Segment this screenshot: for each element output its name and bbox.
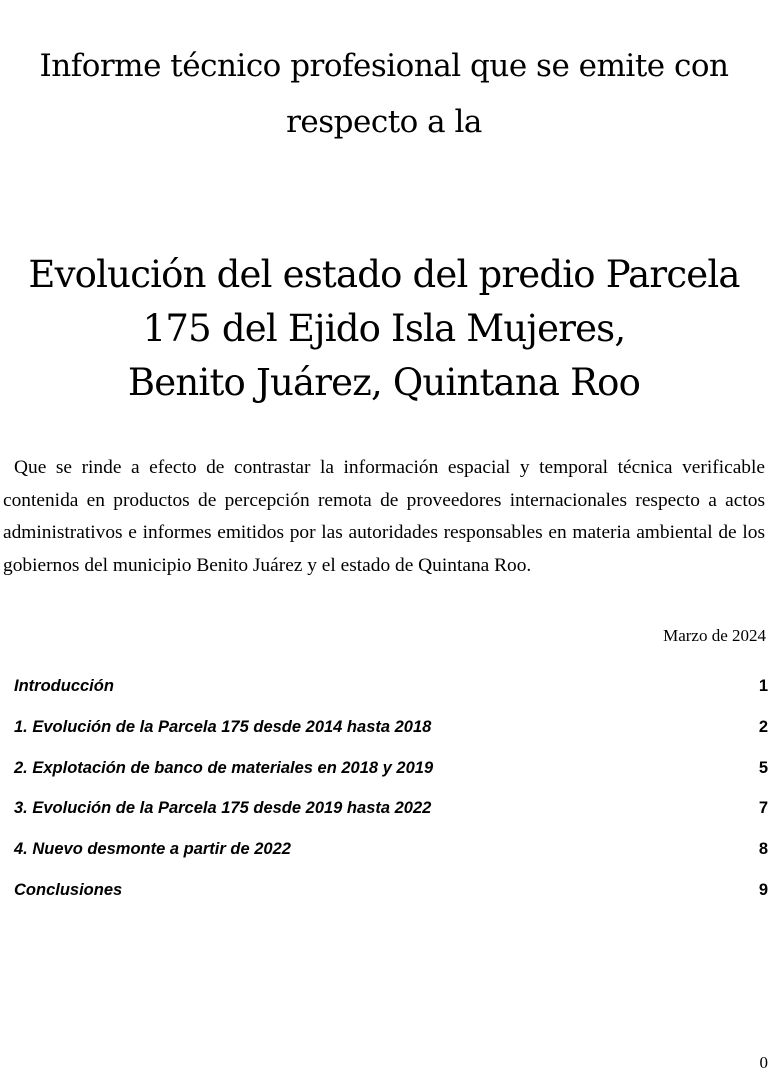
toc-entry-section-3[interactable]	[14, 796, 768, 837]
toc-entry-conclusiones[interactable]	[14, 878, 768, 919]
intro-line: Informe técnico profesional que se emite con	[39, 48, 729, 84]
toc-entry-introduccion[interactable]	[14, 674, 768, 715]
toc-entry-section-4[interactable]	[14, 837, 768, 878]
page-number: 0	[759, 1053, 768, 1072]
toc-entry-page: 2	[758, 717, 768, 736]
document-title	[0, 248, 768, 410]
purpose-paragraph: Que se rinde a efecto de contrastar la información espacial y temporal técnica verificable contenida en productos de percepción remota de proveedores internacionales respecto a actos administrativos e informes emitidos por las autoridades responsables en materia ambiental de los gobiernos del municipio Benito Juárez y el estado de Quintana Roo.	[3, 457, 765, 576]
toc-entry-page: 8	[758, 840, 768, 859]
intro-line: respecto a la	[286, 104, 482, 140]
toc-entry-page: 1	[758, 677, 768, 695]
toc-entry-label: 2. Explotación de banco de materiales en 2018 y 2019	[14, 758, 434, 777]
toc-entry-page: 7	[758, 799, 768, 818]
toc-entry-label: 1. Evolución de la Parcela 175 desde 2014 hasta 2018	[14, 717, 432, 736]
toc-entry-label: 3. Evolución de la Parcela 175 desde 2019 hasta 2022	[14, 799, 432, 818]
title-line: Benito Juárez, Quintana Roo	[127, 361, 641, 404]
table-of-contents	[14, 674, 768, 919]
title-line: Evolución del estado del predio Parcela	[28, 253, 740, 296]
title-line: 175 del Ejido Isla Mujeres,	[142, 307, 626, 350]
toc-entry-page: 9	[758, 880, 768, 899]
toc-entry-label: Introducción	[14, 677, 114, 695]
toc-entry-page: 5	[758, 758, 768, 777]
document-date: Marzo de 2024	[663, 626, 766, 645]
toc-entry-label: 4. Nuevo desmonte a partir de 2022	[14, 840, 291, 859]
toc-entry-section-1[interactable]	[14, 715, 768, 756]
toc-entry-section-2[interactable]	[14, 756, 768, 797]
intro-heading	[0, 38, 768, 150]
toc-entry-label: Conclusiones	[14, 880, 123, 899]
